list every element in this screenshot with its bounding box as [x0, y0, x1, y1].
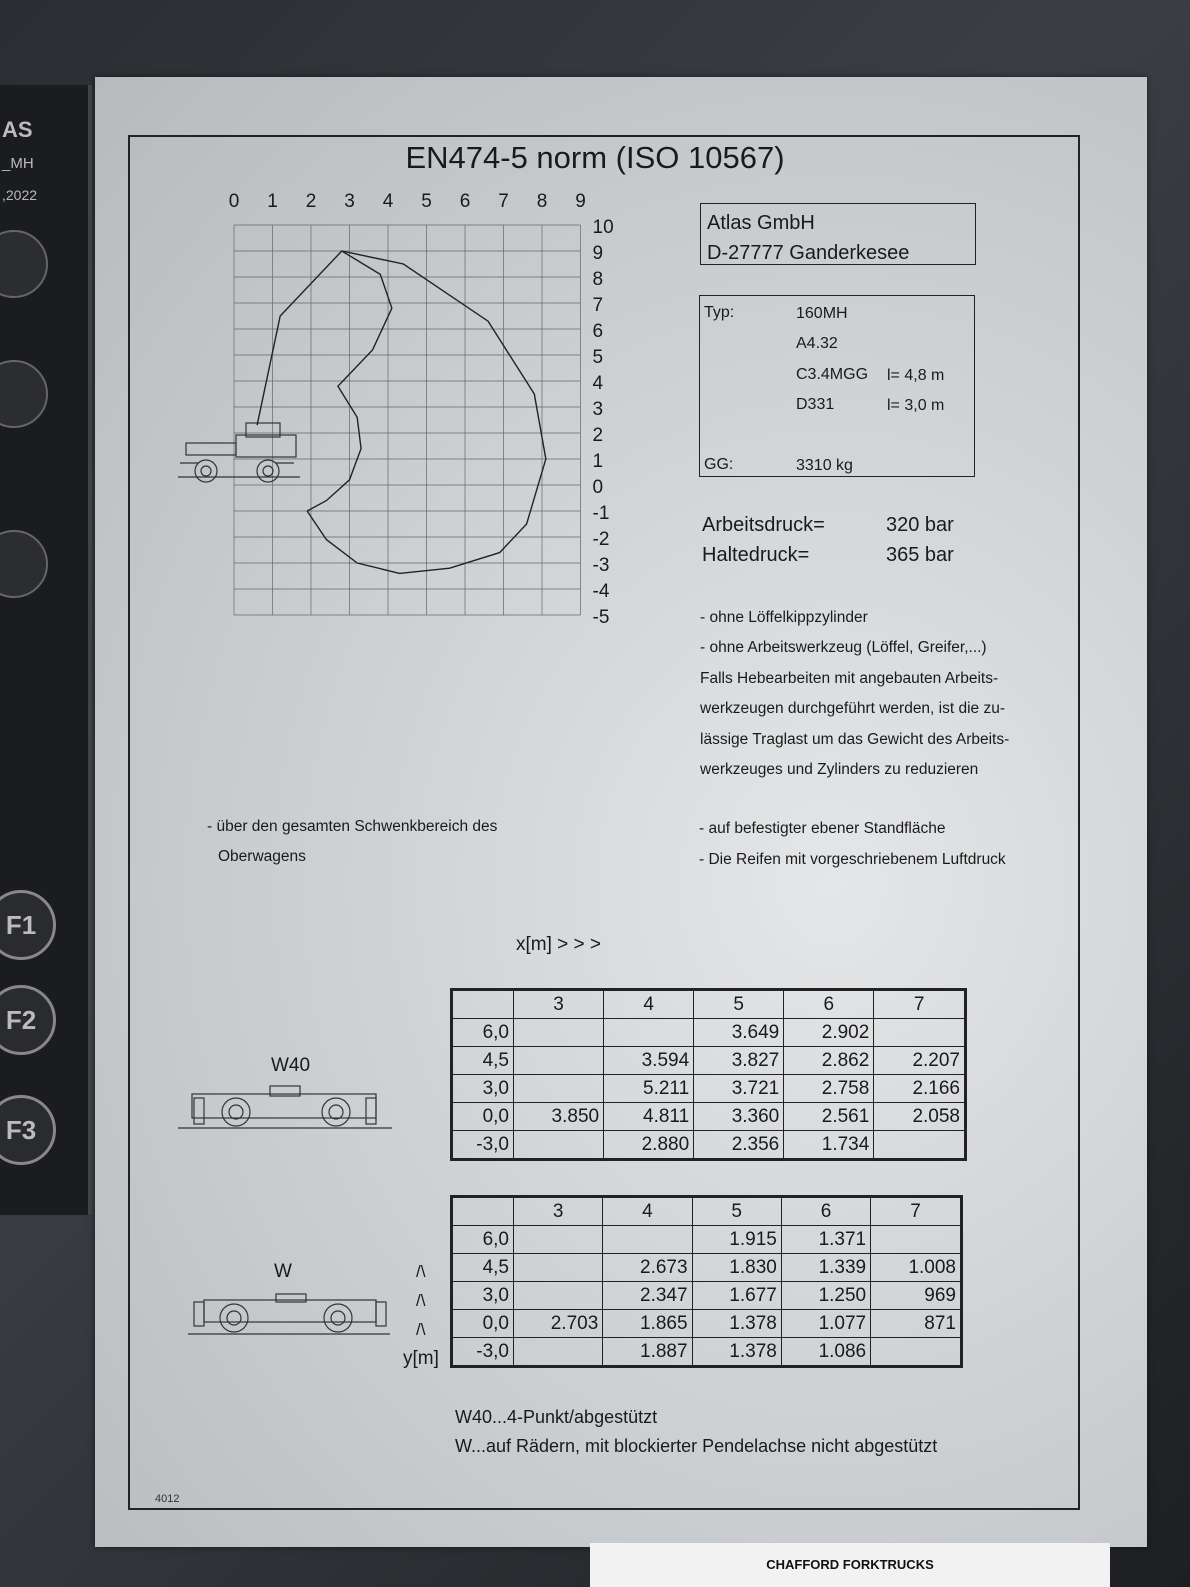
chart-ticks	[229, 191, 614, 625]
table-corner-cell	[452, 1197, 514, 1226]
y-tick-label: 7	[592, 295, 604, 316]
table-row	[452, 1254, 962, 1282]
table-row-header: 4,5	[452, 1254, 514, 1282]
table-row	[452, 1019, 966, 1047]
note-right: werkzeuges und Zylinders zu reduzieren	[700, 761, 979, 778]
x-tick-label: 4	[382, 191, 394, 212]
outer-reach-curve	[257, 251, 546, 573]
table-cell: 2.673	[603, 1254, 692, 1282]
table-cell: 4.811	[604, 1103, 694, 1131]
company-name: Atlas GmbH	[707, 212, 815, 234]
table-corner-cell	[452, 990, 514, 1019]
table-row-header: 3,0	[452, 1075, 514, 1103]
table-cell: 1.915	[692, 1226, 781, 1254]
table-cell: 2.356	[694, 1131, 784, 1160]
table-cell: 2.703	[514, 1310, 603, 1338]
table-cell: 3.594	[604, 1047, 694, 1075]
table-cell	[514, 1282, 603, 1310]
table-cell	[874, 1131, 966, 1160]
table-cell: 2.561	[784, 1103, 874, 1131]
y-tick-label: -2	[592, 529, 610, 550]
note-bottom-right: - auf befestigter ebener Standfläche	[699, 820, 946, 837]
table-cell: 2.058	[874, 1103, 966, 1131]
table-cell: 1.378	[692, 1338, 781, 1367]
table-cell: 1.250	[781, 1282, 870, 1310]
x-tick-label: 2	[305, 191, 317, 212]
table-cell: 1.887	[603, 1338, 692, 1367]
table-column-header: 4	[603, 1197, 692, 1226]
table-header-row	[452, 1197, 962, 1226]
table-cell	[871, 1338, 962, 1367]
w-label: W	[274, 1261, 292, 1282]
f1-button[interactable]: F1	[0, 890, 56, 960]
table-row-header: -3,0	[452, 1338, 514, 1367]
table-cell: 1.865	[603, 1310, 692, 1338]
excavator-silhouette-icon	[178, 423, 300, 482]
side-brand-text: AS	[2, 117, 33, 142]
note-right: werkzeugen durchgeführt werden, ist die zu-	[700, 700, 1005, 717]
type-line-3-length: l= 4,8 m	[887, 367, 945, 384]
x-tick-label: 3	[344, 191, 355, 212]
y-tick-label: 10	[592, 217, 614, 238]
table-cell: 1.830	[692, 1254, 781, 1282]
note-bottom-right: - Die Reifen mit vorgeschriebenem Luftdruck	[699, 851, 1006, 868]
dealer-sticker: CHAFFORD FORKTRUCKS	[590, 1543, 1110, 1587]
table-cell: 5.211	[604, 1075, 694, 1103]
table-cell	[514, 1075, 604, 1103]
type-line-4-length: l= 3,0 m	[887, 397, 945, 414]
table-cell: 3.360	[694, 1103, 784, 1131]
load-table-w40	[450, 988, 967, 1161]
typ-label: Typ:	[704, 304, 735, 321]
x-tick-label: 0	[228, 191, 240, 212]
y-tick-label: 2	[592, 425, 604, 446]
side-panel-strip	[0, 85, 92, 1215]
type-line-3-model: C3.4MGG	[796, 366, 869, 383]
table-cell	[514, 1047, 604, 1075]
x-tick-label: 9	[575, 191, 586, 212]
table-row	[452, 1047, 966, 1075]
table-row-header: 6,0	[452, 1226, 514, 1254]
manufacturer-box	[700, 203, 976, 265]
footer-line-1: W40...4-Punkt/abgestützt	[455, 1407, 658, 1427]
x-tick-label: 1	[267, 191, 278, 212]
y-tick-label: -1	[592, 503, 610, 524]
table-column-header: 7	[874, 990, 966, 1019]
arrow-up-icon: /\	[416, 1291, 426, 1310]
table-cell	[874, 1019, 966, 1047]
table-column-header: 5	[694, 990, 784, 1019]
table-row-header: 3,0	[452, 1282, 514, 1310]
machine-type-box	[699, 295, 975, 477]
table-cell: 2.166	[874, 1075, 966, 1103]
table-cell: 1.008	[871, 1254, 962, 1282]
side-decal-icon	[0, 230, 48, 298]
table-column-header: 6	[784, 990, 874, 1019]
load-table-w	[450, 1195, 963, 1368]
footer-line-2: W...auf Rädern, mit blockierter Pendelachse nicht abgestützt	[455, 1436, 938, 1456]
type-line-4-model: D331	[796, 396, 835, 413]
table-cell: 2.758	[784, 1075, 874, 1103]
table-cell: 871	[871, 1310, 962, 1338]
x-tick-label: 7	[498, 191, 509, 212]
table-cell	[514, 1019, 604, 1047]
gg-value: 3310 kg	[796, 457, 853, 474]
company-address: D-27777 Ganderkesee	[707, 242, 910, 264]
table-cell	[871, 1226, 962, 1254]
y-tick-label: 0	[592, 477, 604, 498]
table-cell: 1.339	[781, 1254, 870, 1282]
y-tick-label: -5	[592, 607, 610, 625]
table-cell: 2.862	[784, 1047, 874, 1075]
work-pressure-label: Arbeitsdruck=	[702, 514, 825, 536]
y-tick-label: 8	[592, 269, 604, 290]
table-cell: 1.371	[781, 1226, 870, 1254]
y-tick-label: 9	[592, 243, 604, 264]
table-cell: 3.649	[694, 1019, 784, 1047]
table-row-header: -3,0	[452, 1131, 514, 1160]
table-cell: 1.734	[784, 1131, 874, 1160]
w40-vehicle-icon	[178, 1080, 394, 1132]
table-cell	[604, 1019, 694, 1047]
w40-label: W40	[271, 1055, 311, 1076]
note-left: - über den gesamten Schwenkbereich des	[207, 818, 498, 835]
y-tick-label: 3	[592, 399, 604, 420]
side-model-text: _MH	[2, 155, 34, 172]
note-right: lässige Traglast um das Gewicht des Arbeits-	[700, 731, 1010, 748]
table-column-header: 7	[871, 1197, 962, 1226]
table-cell: 1.086	[781, 1338, 870, 1367]
y-tick-label: 6	[592, 321, 604, 342]
table-row	[452, 1103, 966, 1131]
table-cell	[514, 1226, 603, 1254]
arrow-up-icon: /\	[416, 1262, 426, 1281]
gg-label: GG:	[704, 456, 734, 473]
type-line-2: A4.32	[796, 335, 838, 352]
hold-pressure-value: 365 bar	[886, 544, 954, 566]
table-row-header: 6,0	[452, 1019, 514, 1047]
x-tick-label: 6	[459, 191, 471, 212]
table-column-header: 3	[514, 1197, 603, 1226]
y-tick-label: -4	[592, 581, 610, 602]
table-row	[452, 1310, 962, 1338]
table-row-header: 4,5	[452, 1047, 514, 1075]
hold-pressure-label: Haltedruck=	[702, 544, 810, 566]
table-cell: 2.880	[604, 1131, 694, 1160]
note-left: Oberwagens	[218, 848, 306, 865]
f3-button[interactable]: F3	[0, 1095, 56, 1165]
table-column-header: 5	[692, 1197, 781, 1226]
typ-value: 160MH	[796, 305, 848, 322]
table-cell: 3.827	[694, 1047, 784, 1075]
table-cell: 2.902	[784, 1019, 874, 1047]
work-pressure-value: 320 bar	[886, 514, 954, 536]
plate-code: 4012	[155, 1493, 180, 1505]
y-tick-label: 4	[592, 373, 604, 394]
side-date-text: ,2022	[2, 187, 38, 203]
y-axis-label: y[m]	[403, 1348, 439, 1369]
note-right: - ohne Löffelkippzylinder	[700, 609, 868, 626]
table-column-header: 3	[514, 990, 604, 1019]
table-row	[452, 1131, 966, 1160]
page-title: EN474-5 norm (ISO 10567)	[405, 140, 785, 175]
x-tick-label: 8	[536, 191, 548, 212]
table-cell: 3.721	[694, 1075, 784, 1103]
note-right: Falls Hebearbeiten mit angebauten Arbeits-	[700, 670, 999, 687]
table-cell: 3.850	[514, 1103, 604, 1131]
table-row-header: 0,0	[452, 1310, 514, 1338]
table-cell: 1.677	[692, 1282, 781, 1310]
table-row	[452, 1338, 962, 1367]
y-tick-label: -3	[592, 555, 610, 576]
y-tick-label: 1	[592, 451, 604, 472]
table-header-row	[452, 990, 966, 1019]
y-tick-label: 5	[592, 347, 604, 368]
table-cell: 2.347	[603, 1282, 692, 1310]
table-cell: 2.207	[874, 1047, 966, 1075]
f2-button[interactable]: F2	[0, 985, 56, 1055]
table-cell	[514, 1131, 604, 1160]
arrow-up-icon: /\	[416, 1320, 426, 1339]
table-cell: 969	[871, 1282, 962, 1310]
side-decal-icon	[0, 360, 48, 428]
table-row	[452, 1226, 962, 1254]
table-row	[452, 1282, 962, 1310]
table-row	[452, 1075, 966, 1103]
table-row-header: 0,0	[452, 1103, 514, 1131]
table-column-header: 4	[604, 990, 694, 1019]
w-vehicle-icon	[188, 1290, 392, 1340]
working-range-chart	[170, 185, 630, 625]
x-axis-label: x[m] > > >	[516, 934, 602, 955]
chart-grid	[234, 225, 581, 615]
table-cell	[514, 1254, 603, 1282]
table-cell	[603, 1226, 692, 1254]
table-cell	[514, 1338, 603, 1367]
note-right: - ohne Arbeitswerkzeug (Löffel, Greifer,...)	[700, 639, 987, 656]
table-cell: 1.077	[781, 1310, 870, 1338]
table-column-header: 6	[781, 1197, 870, 1226]
x-tick-label: 5	[421, 191, 432, 212]
table-cell: 1.378	[692, 1310, 781, 1338]
side-decal-icon	[0, 530, 48, 598]
